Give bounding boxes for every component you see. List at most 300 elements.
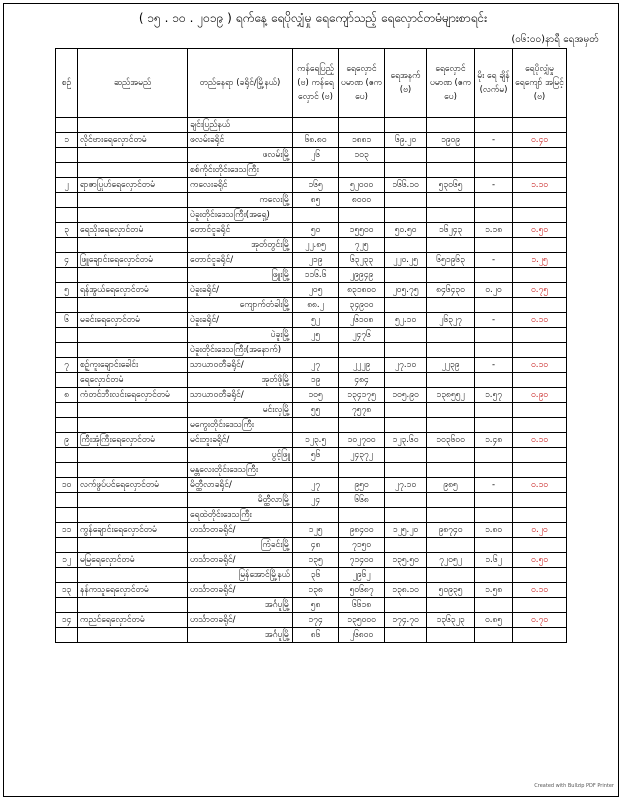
cell-empty (427, 268, 475, 283)
cell-location: ဟင်္သာတခရိုင်/ (188, 583, 293, 598)
cell-empty (339, 208, 385, 223)
cell-no: ၁၄ (56, 613, 78, 628)
cell-full-level: ၁၂၃.၅ (293, 433, 339, 448)
cell-no (56, 343, 78, 358)
town-row (56, 628, 567, 643)
cell-empty (513, 493, 567, 508)
cell-volume: ၉၈၅ (427, 478, 475, 493)
cell-empty (475, 418, 513, 433)
cell-empty (475, 268, 513, 283)
cell-storage: ၂၉၆၂ (339, 568, 385, 583)
cell-empty (427, 568, 475, 583)
cell-empty (513, 268, 567, 283)
cell-location: သာယာဝတီခရိုင်/ (188, 388, 293, 403)
cell-empty (513, 298, 567, 313)
cell-no: ၅ (56, 283, 78, 298)
cell-storage-level: ၁၁၆.၆ (293, 268, 339, 283)
cell-volume: ၉၈၇၄၀ (427, 523, 475, 538)
cell-storage: ၇၅၇၈ (339, 403, 385, 418)
cell-name: ရာဇာပြုဟ်ရေလှောင်တမံ (78, 178, 188, 193)
cell-empty (513, 163, 567, 178)
cell-empty (293, 118, 339, 133)
cell-capacity: ၁၅၅၀၀ (339, 223, 385, 238)
cell-empty (427, 448, 475, 463)
reservoir-table (55, 48, 567, 643)
cell-empty (427, 463, 475, 478)
cell-storage-level: ၅၈ (293, 598, 339, 613)
cell-storage-level: ၂၅ (293, 328, 339, 343)
cell-storage-level: ၁၉ (293, 373, 339, 388)
cell-full-level: ၁၇၄ (293, 613, 339, 628)
cell-rain: - (475, 358, 513, 373)
cell-name (78, 403, 188, 418)
cell-no: ၆ (56, 313, 78, 328)
cell-location: မိတ္ထီလာခရိုင်/ (188, 478, 293, 493)
cell-storage: ၂၄၃၇၂ (339, 448, 385, 463)
section-row (56, 163, 567, 178)
cell-empty (475, 343, 513, 358)
cell-capacity: ၂၆၁၀၈ (339, 313, 385, 328)
cell-depth: ၁၀၅.၉၀ (385, 388, 427, 403)
section-row (56, 463, 567, 478)
cell-name: မမြရေလှောင်တမံ (78, 553, 188, 568)
cell-spill: ၀.၂၀ (513, 523, 567, 538)
table-header-row (56, 49, 567, 118)
cell-name: ကြီးအုံကြီးရေလှောင်တမံ (78, 433, 188, 448)
town-row (56, 448, 567, 463)
header-cell: မိုး ရေ ချိန် (လက်မ) (475, 49, 513, 118)
cell-no (56, 163, 78, 178)
town-row (56, 373, 567, 388)
cell-location: မင်းဘူးခရိုင်/ (188, 433, 293, 448)
cell-name (78, 493, 188, 508)
cell-empty (513, 568, 567, 583)
cell-town: ဖြူးမြို့ (188, 268, 293, 283)
cell-depth: ၁၆၆.၁၀ (385, 178, 427, 193)
cell-empty (339, 508, 385, 523)
cell-name (78, 268, 188, 283)
cell-capacity: ၈၃၁၈၀၀ (339, 283, 385, 298)
cell-name: ကွန်ချောင်းရေလှောင်တမံ (78, 523, 188, 538)
cell-empty (385, 238, 427, 253)
cell-empty (385, 163, 427, 178)
cell-rain: - (475, 478, 513, 493)
cell-capacity: ၁၀၂၇၀၀ (339, 433, 385, 448)
cell-full-level: ၂၇ (293, 358, 339, 373)
cell-capacity: ၆၃၂၃၃ (339, 253, 385, 268)
section-row (56, 208, 567, 223)
cell-empty (339, 463, 385, 478)
cell-no (56, 208, 78, 223)
cell-no (56, 268, 78, 283)
cell-empty (475, 568, 513, 583)
cell-empty (475, 148, 513, 163)
cell-no: ၁၃ (56, 583, 78, 598)
section-label: စစ်ကိုင်းတိုင်းဒေသကြီး (188, 163, 293, 178)
cell-storage: ၃၄၉၀၀ (339, 298, 385, 313)
cell-empty (385, 628, 427, 643)
table-row (56, 313, 567, 328)
cell-empty (293, 208, 339, 223)
cell-no: ၇ (56, 358, 78, 373)
cell-no: ၃ (56, 223, 78, 238)
cell-full-level: ၆၈.၈၀ (293, 133, 339, 148)
town-row (56, 238, 567, 253)
table-row (56, 388, 567, 403)
table-row (56, 283, 567, 298)
cell-location: သာယာဝတီခရိုင်/ (188, 358, 293, 373)
header-cell: ကန်ရေပြည့် (ဗ) ကန်ရေလှောင် (ဗ) (293, 49, 339, 118)
cell-empty (427, 328, 475, 343)
cell-empty (513, 238, 567, 253)
cell-name (78, 163, 188, 178)
cell-town: အုတ်ဖိုမြို့ (188, 373, 293, 388)
cell-full-level: ၂၇ (293, 478, 339, 493)
cell-volume: ၂၂၃၉ (427, 358, 475, 373)
cell-no (56, 118, 78, 133)
cell-empty (427, 373, 475, 388)
cell-full-level: ၂၀၅ (293, 283, 339, 298)
cell-empty (385, 118, 427, 133)
cell-storage: ၂၆၈၀၀ (339, 628, 385, 643)
cell-empty (293, 463, 339, 478)
cell-depth: ၂၂၀.၂၅ (385, 253, 427, 268)
cell-storage: ၆၆၈ (339, 493, 385, 508)
cell-no (56, 448, 78, 463)
cell-volume: ၆၅၁၉၆၃ (427, 253, 475, 268)
cell-empty (293, 163, 339, 178)
cell-capacity: ၂၂၂၉ (339, 358, 385, 373)
cell-empty (475, 163, 513, 178)
cell-empty (513, 628, 567, 643)
cell-empty (475, 508, 513, 523)
cell-name (78, 208, 188, 223)
table-row (56, 133, 567, 148)
table-body (56, 118, 567, 643)
table-row (56, 583, 567, 598)
cell-empty (475, 208, 513, 223)
header-cell: ရေပိုလျှံမှု ရေကျော် အမြင့် (ဗ) (513, 49, 567, 118)
cell-name: နန်ကသူရေလှောင်တမံ (78, 583, 188, 598)
cell-location: တောင်ငူခရိုင် (188, 223, 293, 238)
cell-spill: ၀.၅၀ (513, 553, 567, 568)
cell-volume: ၁၃၈၅၅၂ (427, 388, 475, 403)
cell-empty (427, 118, 475, 133)
section-row (56, 508, 567, 523)
cell-location: ဟင်္သာတခရိုင်/ (188, 613, 293, 628)
cell-no: ၁၁ (56, 523, 78, 538)
cell-empty (475, 193, 513, 208)
cell-full-level: ၁၃၅ (293, 553, 339, 568)
cell-name: ဖြူချောင်းရေလှောင်တမံ (78, 253, 188, 268)
cell-empty (427, 598, 475, 613)
cell-depth: ၁၃၈.၁၀ (385, 583, 427, 598)
table-row (56, 523, 567, 538)
cell-rain: ၁.၅၇ (475, 388, 513, 403)
cell-storage-level: ၂၄ (293, 493, 339, 508)
cell-empty (427, 493, 475, 508)
cell-name (78, 628, 188, 643)
cell-no: ၄ (56, 253, 78, 268)
table-row (56, 358, 567, 373)
cell-name: မခင်းရေလှောင်တမံ (78, 313, 188, 328)
cell-empty (427, 538, 475, 553)
cell-town: ပဲခူးမြို့ (188, 328, 293, 343)
cell-spill: ၀.၁၀ (513, 313, 567, 328)
cell-empty (293, 343, 339, 358)
section-label: မန္တလေးတိုင်းဒေသကြီး (188, 463, 293, 478)
cell-no (56, 193, 78, 208)
cell-empty (385, 343, 427, 358)
cell-spill: ၀.၁၀ (513, 358, 567, 373)
cell-empty (427, 403, 475, 418)
cell-capacity: ၁၃၄၁၇၅ (339, 388, 385, 403)
cell-storage: ၁၀၃ (339, 148, 385, 163)
cell-spill: ၁.၁၀ (513, 178, 567, 193)
cell-empty (385, 403, 427, 418)
cell-town: ကြံခင်းမြို့ (188, 538, 293, 553)
cell-name (78, 538, 188, 553)
cell-empty (385, 328, 427, 343)
cell-empty (513, 193, 567, 208)
cell-full-level: ၅၂ (293, 313, 339, 328)
cell-rain: ၁.၈၀ (475, 523, 513, 538)
cell-empty (475, 448, 513, 463)
header-cell: တည်နေရာ (ခရိုင်/မြို့နယ်) (188, 49, 293, 118)
cell-no (56, 538, 78, 553)
cell-empty (475, 493, 513, 508)
cell-name: ရန်အွယ်ရေလှောင်တမံ (78, 283, 188, 298)
cell-spill: ၀.၇၅ (513, 283, 567, 298)
cell-storage-level: ၂၂.၈၅ (293, 238, 339, 253)
cell-empty (385, 298, 427, 313)
cell-town: ကလေးမြို့ (188, 193, 293, 208)
cell-town: ဖလမ်းမြို့ (188, 148, 293, 163)
cell-empty (513, 373, 567, 388)
section-label: ရေထဲတိုင်းဒေသကြီး (188, 508, 293, 523)
section-label: မကွေးတိုင်းဒေသကြီး (188, 418, 293, 433)
header-cell: ရေအနက် (ဗ) (385, 49, 427, 118)
section-label: ပဲခူးတိုင်းဒေသကြီး(အရှေ့) (188, 208, 293, 223)
cell-full-level: ၂၁၉ (293, 253, 339, 268)
cell-no (56, 298, 78, 313)
table-row (56, 553, 567, 568)
cell-name (78, 328, 188, 343)
header-cell: စဉ် (56, 49, 78, 118)
cell-name (78, 343, 188, 358)
cell-depth: ၁၂၃.၆၀ (385, 433, 427, 448)
cell-no (56, 463, 78, 478)
cell-name (78, 148, 188, 163)
cell-empty (385, 373, 427, 388)
cell-name: ကံတင်ဘီးလင်းရေလှောင်တမံ (78, 388, 188, 403)
cell-full-level: ၁၀၅ (293, 388, 339, 403)
cell-spill: ၀.၁၀ (513, 433, 567, 448)
cell-location: ပဲခူးခရိုင်/ (188, 313, 293, 328)
cell-volume: ၁၆၂၄၃ (427, 223, 475, 238)
table-row (56, 178, 567, 193)
cell-storage: ၈၀၀၀ (339, 193, 385, 208)
cell-rain: ၁.၆၂ (475, 553, 513, 568)
cell-spill: ၀.၁၀ (513, 478, 567, 493)
cell-rain: ၁.၅၈ (475, 583, 513, 598)
cell-full-level: ၅၀ (293, 223, 339, 238)
cell-empty (427, 343, 475, 358)
cell-no: ၁၂ (56, 553, 78, 568)
time-note: (၀၆:၀၀)နာရီ ရေအမှတ် (511, 34, 599, 45)
cell-rain: - (475, 253, 513, 268)
footer-note: Created with Bullzip PDF Printer (534, 783, 614, 789)
cell-empty (475, 373, 513, 388)
cell-storage-level: ၅၆ (293, 448, 339, 463)
cell-no (56, 568, 78, 583)
cell-spill: ၀.၄၀ (513, 133, 567, 148)
cell-full-level: ၁၆၅ (293, 178, 339, 193)
table-row (56, 478, 567, 493)
cell-empty (427, 208, 475, 223)
cell-rain: ၁.၁၈ (475, 223, 513, 238)
cell-depth: ၂၀၅.၇၅ (385, 283, 427, 298)
cell-empty (513, 463, 567, 478)
cell-capacity: ၁၃၅၀၀၀ (339, 613, 385, 628)
cell-empty (385, 463, 427, 478)
cell-no: ၈ (56, 388, 78, 403)
cell-empty (385, 598, 427, 613)
cell-empty (427, 418, 475, 433)
town-row (56, 298, 567, 313)
cell-empty (513, 418, 567, 433)
cell-capacity: ၉၈၄၀၀ (339, 523, 385, 538)
cell-no: ၉ (56, 433, 78, 448)
cell-depth: ၅၀.၅၀ (385, 223, 427, 238)
section-row (56, 418, 567, 433)
cell-empty (385, 148, 427, 163)
cell-capacity: ၅၀၆၈၇ (339, 583, 385, 598)
cell-storage: ၇၂၅ (339, 238, 385, 253)
cell-location: ဟင်္သာတခရိုင်/ (188, 553, 293, 568)
cell-storage: ၄၈၄ (339, 373, 385, 388)
cell-no: ၁၀ (56, 478, 78, 493)
cell-depth: ၁၇၄.၇၀ (385, 613, 427, 628)
cell-empty (513, 598, 567, 613)
town-row (56, 148, 567, 163)
cell-location: ကလေးခရိုင် (188, 178, 293, 193)
cell-name (78, 448, 188, 463)
cell-depth: ၂၇.၁၀ (385, 358, 427, 373)
cell-no (56, 373, 78, 388)
cell-no (56, 508, 78, 523)
town-row (56, 328, 567, 343)
cell-empty (475, 403, 513, 418)
cell-name (78, 598, 188, 613)
town-row (56, 493, 567, 508)
cell-rain: ၀.၂၀ (475, 283, 513, 298)
cell-town: မြန်အောင်မြို့နယ် (188, 568, 293, 583)
cell-name (78, 193, 188, 208)
cell-empty (427, 238, 475, 253)
town-row (56, 193, 567, 208)
cell-storage-level: ၈၆ (293, 628, 339, 643)
cell-empty (427, 148, 475, 163)
cell-town: အုတ်တွင်းမြို့ (188, 238, 293, 253)
cell-empty (427, 163, 475, 178)
cell-depth: ၁၂၅.၂၀ (385, 523, 427, 538)
cell-location: ဟင်္သာတခရိုင်/ (188, 523, 293, 538)
cell-empty (475, 598, 513, 613)
cell-capacity: ၅၂၀၀၀ (339, 178, 385, 193)
cell-name: စဥ့်ကူးချောင်းခေါင်း (78, 358, 188, 373)
cell-empty (385, 508, 427, 523)
cell-storage-level: ၂၆ (293, 148, 339, 163)
section-label: ပဲခူးတိုင်းဒေသကြီး(အနောက်) (188, 343, 293, 358)
cell-spill: ၁.၂၅ (513, 253, 567, 268)
cell-empty (513, 508, 567, 523)
cell-no (56, 238, 78, 253)
cell-town: အင်္ဂပူမြို့ (188, 598, 293, 613)
cell-rain: ၁.၄၈ (475, 433, 513, 448)
table-row (56, 253, 567, 268)
header-cell: ရေလှောင် ပမာဏ (ဧကပေ) (339, 49, 385, 118)
cell-empty (475, 118, 513, 133)
cell-name (78, 568, 188, 583)
cell-storage: ၇၁၅၀ (339, 538, 385, 553)
cell-town: မိတ္ထီလာမြို့ (188, 493, 293, 508)
table-row (56, 223, 567, 238)
cell-storage: ၂၉၉၄၉ (339, 268, 385, 283)
cell-volume: ၁၃၆၃၂၃ (427, 613, 475, 628)
cell-no (56, 493, 78, 508)
cell-empty (427, 628, 475, 643)
cell-depth: ၂၇.၁၀ (385, 478, 427, 493)
cell-rain: - (475, 178, 513, 193)
cell-town: ကျောက်တံခါးမြို့ (188, 298, 293, 313)
cell-name (78, 463, 188, 478)
cell-no (56, 328, 78, 343)
document-title: ( ၁၅ . ၁၀ . ၂၀၁၉ ) ရက်နေ့ ရေပိုလျှံမှု ရေကျော်သည့် ရေလှောင်တမံများစာရင်း (138, 11, 488, 25)
cell-no (56, 403, 78, 418)
cell-volume: ၇၂၀၅၂ (427, 553, 475, 568)
cell-empty (513, 448, 567, 463)
cell-storage: ၆၆၁၈ (339, 598, 385, 613)
cell-storage-level: ၃၆ (293, 568, 339, 583)
cell-empty (385, 268, 427, 283)
cell-storage-level: ၄၈ (293, 538, 339, 553)
cell-no (56, 148, 78, 163)
cell-full-level: ၁၂၅ (293, 523, 339, 538)
cell-storage-level: ၅၅ (293, 403, 339, 418)
town-row (56, 538, 567, 553)
cell-empty (385, 538, 427, 553)
cell-spill: ၀.၁၀ (513, 583, 567, 598)
cell-town: မင်းလှမြို့ (188, 403, 293, 418)
cell-rain: - (475, 313, 513, 328)
section-row (56, 118, 567, 133)
cell-empty (385, 493, 427, 508)
cell-empty (475, 463, 513, 478)
cell-empty (385, 568, 427, 583)
cell-name: လက်ဖွပ်ပင်ရေလှောင်တမံ (78, 478, 188, 493)
cell-name: ကညင်ရေလှောင်တမံ (78, 613, 188, 628)
cell-rain: - (475, 133, 513, 148)
cell-depth: ၅၂.၁၀ (385, 313, 427, 328)
cell-name (78, 418, 188, 433)
cell-no (56, 628, 78, 643)
cell-empty (293, 418, 339, 433)
cell-name: လိုင်ဗားရေလှောင်တမံ (78, 133, 188, 148)
cell-empty (513, 538, 567, 553)
cell-volume: ၂၆၃၂၇ (427, 313, 475, 328)
cell-town: ပွင့်ဖြူ (188, 448, 293, 463)
